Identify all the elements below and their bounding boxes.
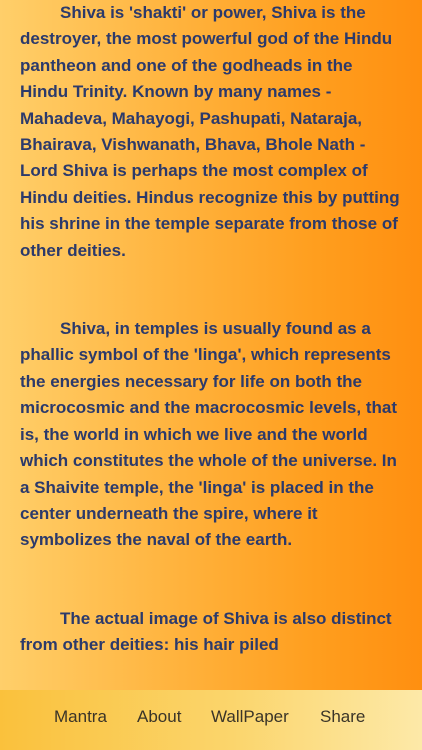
tab-mantra[interactable]: Mantra (54, 707, 107, 726)
tab-about[interactable]: About (137, 707, 182, 726)
article-paragraph-3: The actual image of Shiva is also distinct from other deities: his hair piled (20, 608, 392, 655)
bottom-tab-bar (0, 690, 422, 750)
article-paragraph-1: Shiva is 'shakti' or power, Shiva is the destroyer, the most powerful god of the Hindu pantheon and one of the godheads in the Hindu Trinity. Known by many names - Mahadeva, Mahayogi, Pashupati, Nataraja, Bhairava, Vishwanath, Bhava, Bhole Nath - Lord Shiva is perhaps the most complex of Hindu deities. Hindus recognize this by putting his shrine in the temple separate from those of other deities. (20, 3, 400, 260)
article-paragraph-2: Shiva, in temples is usually found as a phallic symbol of the 'linga', which represents the energies necessary for life on both the microcosmic and the macrocosmic levels, that is, the world in which we live and the world which constitutes the whole of the universe. In a Shaivite temple, the 'linga' is placed in the center underneath the spire, where it symbolizes the naval of the earth. (20, 319, 397, 550)
tab-wallpaper[interactable]: WallPaper (211, 707, 289, 726)
article-content[interactable] (20, 0, 404, 690)
tab-share[interactable]: Share (320, 707, 366, 726)
